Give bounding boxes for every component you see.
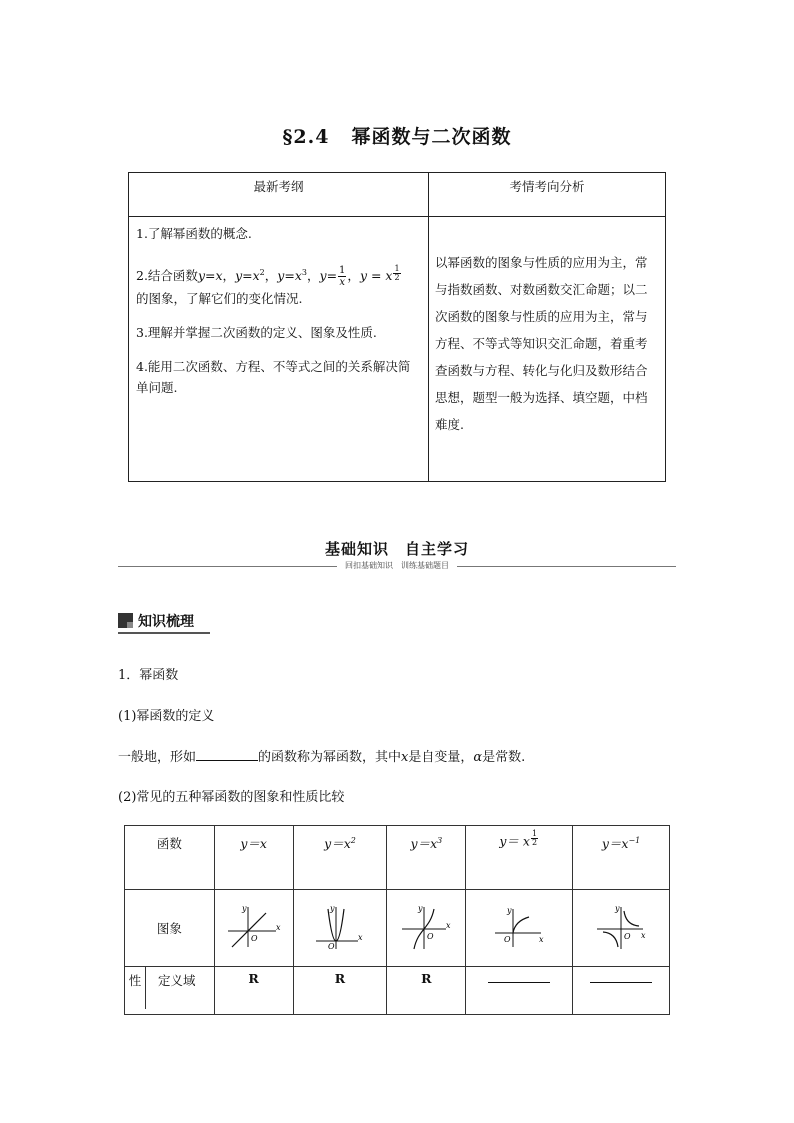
graph-y-x xyxy=(214,890,293,967)
power-function-table xyxy=(124,825,670,1015)
domain-y-xinv-blank xyxy=(573,967,670,1015)
svg-text:O: O xyxy=(427,931,434,941)
svg-text:y: y xyxy=(241,903,247,913)
definition-text xyxy=(118,746,525,765)
syllabus-item-4: 4.能用二次函数、方程、不等式之间的关系解决简单问题. xyxy=(136,359,411,396)
svg-text:y: y xyxy=(330,903,335,913)
def-end: 是常数. xyxy=(482,750,526,765)
domain-y-x3: R xyxy=(387,967,466,1015)
syllabus-col1-header: 最新考纲 xyxy=(129,173,429,217)
syllabus-table xyxy=(128,172,666,482)
row-label-property: 性 xyxy=(125,967,146,1009)
func-y-x: y＝x xyxy=(214,826,293,890)
syllabus-requirements xyxy=(129,217,429,482)
domain-y-x: R xyxy=(214,967,293,1015)
syllabus-item-3: 3.理解并掌握二次函数的定义、图象及性质. xyxy=(136,325,377,341)
def-suffix: 的函数称为幂函数，其中 xyxy=(258,750,402,765)
fill-blank xyxy=(196,748,258,761)
svg-text:x: x xyxy=(275,922,281,932)
knowledge-box-heading xyxy=(118,610,210,634)
svg-text:O: O xyxy=(624,931,631,941)
row-label-domain xyxy=(125,967,215,1015)
row-label-domain-text: 定义域 xyxy=(158,973,196,988)
svg-text:O: O xyxy=(250,933,258,943)
svg-text:x: x xyxy=(539,934,544,944)
def-alpha: α xyxy=(473,750,483,765)
domain-y-x2: R xyxy=(293,967,387,1015)
svg-text:O: O xyxy=(328,941,335,951)
square-icon xyxy=(118,613,133,628)
syllabus-col2-header: 考情考向分析 xyxy=(429,173,666,217)
page-title xyxy=(0,122,794,149)
svg-text:y: y xyxy=(615,903,620,913)
svg-text:y: y xyxy=(418,903,423,913)
graph-y-x3 xyxy=(387,890,466,967)
row-label-function: 函数 xyxy=(125,826,215,890)
section-subtitle: 回扣基础知识 训练基础题目 xyxy=(337,560,457,571)
svg-text:O: O xyxy=(504,934,511,944)
graph-y-x2 xyxy=(293,890,387,967)
func-y-x2: $y=x^2$ xyxy=(293,826,387,890)
section-heading: 基础知识 自主学习 xyxy=(324,540,469,558)
def-x: x xyxy=(401,750,409,765)
syllabus-analysis: 以幂函数的图象与性质的应用为主，常与指数函数、对数函数交汇命题；以二次函数的图象与性质的应用为主，常与方程、不等式等知识交汇命题，着重考查函数与方程、转化与化归及数形结合思想，题型一般为选择、填空题，中档难度. xyxy=(429,217,666,482)
heading-power-function: 1．幂函数 xyxy=(118,668,179,683)
syllabus-item-2-suffix: 的图象，了解它们的变化情况. xyxy=(136,291,303,307)
graph-y-xinv xyxy=(573,890,670,967)
svg-text:y: y xyxy=(507,905,512,915)
svg-text:x: x xyxy=(446,920,451,930)
func-y-xinv: $y=x^{-1}$ xyxy=(573,826,670,890)
row-label-graph: 图象 xyxy=(125,890,215,967)
knowledge-box-label: 知识梳理 xyxy=(138,614,194,630)
def-prefix: 一般地，形如 xyxy=(118,750,197,765)
graph-y-sqrt xyxy=(466,890,573,967)
section-number: §2.4 xyxy=(282,126,330,148)
func-y-x3: $y=x^3$ xyxy=(387,826,466,890)
func-y-sqrt: y＝ x $^{\frac{1}{2}}$ xyxy=(466,826,573,890)
heading-comparison: (2)常见的五种幂函数的图象和性质比较 xyxy=(118,790,345,805)
svg-text:x: x xyxy=(358,932,363,942)
syllabus-item-2-prefix: 2.结合函数 xyxy=(136,268,198,284)
syllabus-item-1: 1.了解幂函数的概念. xyxy=(136,226,252,241)
svg-text:x: x xyxy=(641,930,646,940)
domain-y-sqrt-blank xyxy=(466,967,573,1015)
def-mid: 是自变量， xyxy=(408,750,474,765)
section-title: 幂函数与二次函数 xyxy=(351,126,512,148)
heading-definition: (1)幂函数的定义 xyxy=(118,709,215,724)
syllabus-item-2: 2.结合函数y=x，$y=x^2$，$y=x^3$，y= $\frac{1}{x}$ ，y = x $^{\frac{1}{2}}$ 的图象，了解它们的变化情况. xyxy=(136,263,400,307)
